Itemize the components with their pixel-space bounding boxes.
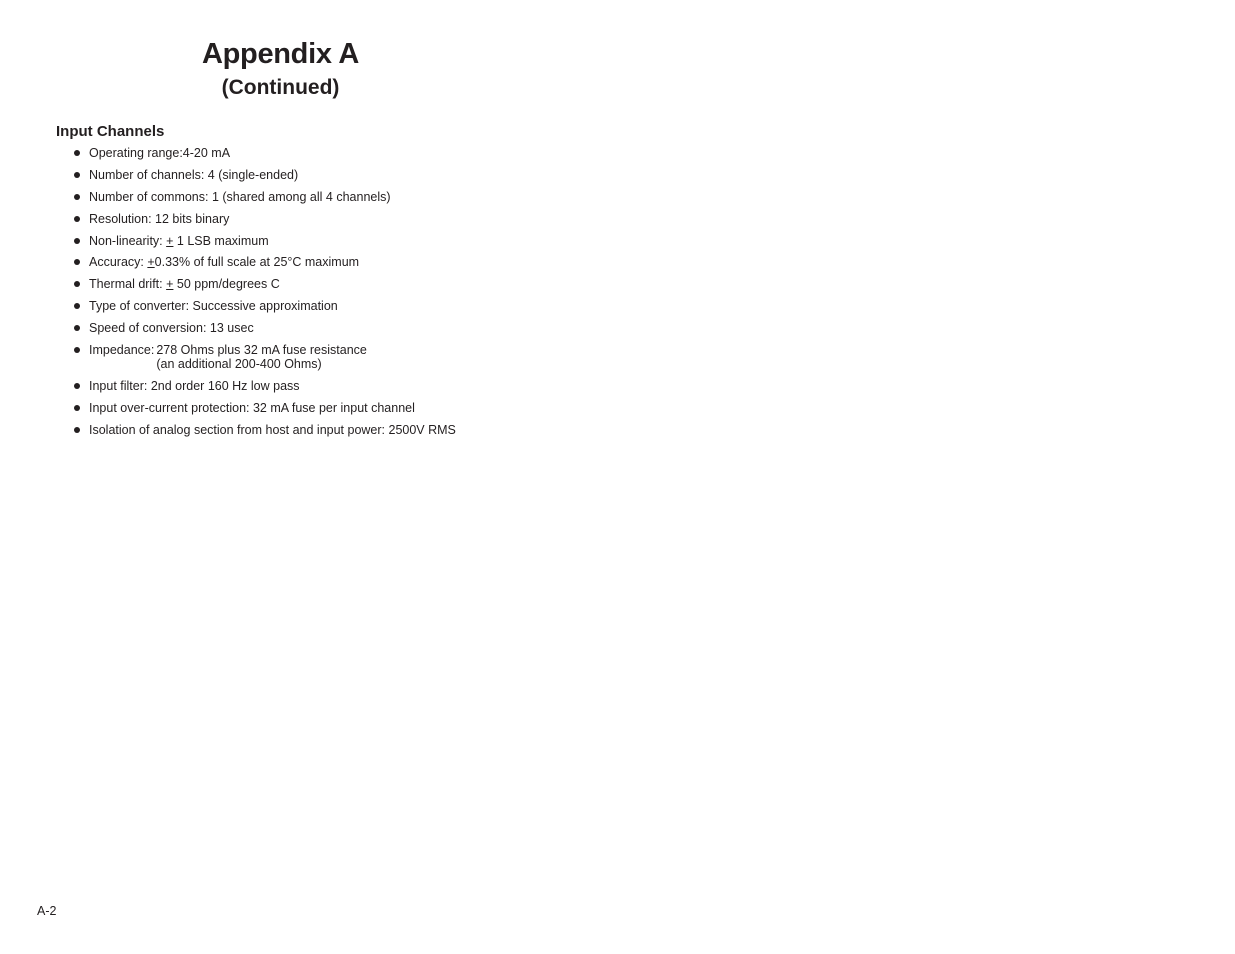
list-item: [72, 321, 456, 335]
list-item: [72, 277, 456, 291]
section-heading: Input Channels: [56, 123, 165, 140]
spec-text: [89, 277, 280, 291]
page-subtitle: (Continued): [221, 76, 340, 99]
page-number: A-2: [37, 904, 57, 918]
bullet-icon: [74, 281, 80, 287]
spec-label: Accuracy:: [89, 255, 148, 270]
bullet-icon: [74, 172, 80, 178]
spec-value: 0.33% of full scale at 25°C maximum: [154, 255, 360, 270]
spec-label: Non-linearity:: [89, 233, 167, 248]
spec-text: Operating range:4-20 mA: [89, 146, 231, 160]
page-title: Appendix A: [201, 38, 360, 70]
list-item: [72, 343, 456, 371]
spec-label: Thermal drift:: [89, 277, 167, 292]
bullet-icon: [74, 383, 80, 389]
impedance-spec: [89, 343, 456, 371]
bullet-icon: [74, 427, 80, 433]
impedance-values: [156, 343, 367, 371]
bullet-icon: [74, 216, 80, 222]
spec-text: [89, 255, 359, 269]
list-item: [72, 255, 456, 269]
list-item: [72, 299, 456, 313]
spec-text: [89, 234, 269, 248]
bullet-icon: [74, 303, 80, 309]
list-item: [72, 423, 456, 437]
plus-minus-symbol: +: [166, 233, 174, 248]
spec-label: Impedance:: [89, 343, 155, 358]
list-item: [72, 212, 456, 226]
plus-minus-symbol: +: [147, 255, 155, 270]
bullet-icon: [74, 259, 80, 265]
spec-value: 50 ppm/degrees C: [173, 277, 280, 292]
list-item: [72, 190, 456, 204]
spec-value: 1 LSB maximum: [173, 233, 269, 248]
spec-text: Speed of conversion: 13 usec: [89, 321, 254, 336]
spec-text: Number of channels: 4 (single-ended): [89, 167, 299, 182]
spec-text: Number of commons: 1 (shared among all 4 channels): [89, 189, 391, 204]
plus-minus-symbol: +: [166, 277, 174, 292]
spec-value: 278 Ohms plus 32 mA fuse resistance: [156, 343, 367, 358]
bullet-icon: [74, 405, 80, 411]
bullet-icon: [74, 325, 80, 331]
bullet-icon: [74, 150, 80, 156]
bullet-icon: [74, 347, 80, 353]
list-item: [72, 234, 456, 248]
spec-text: Resolution: 12 bits binary: [89, 211, 230, 226]
spec-text: Type of converter: Successive approximation: [89, 299, 338, 314]
spec-list: [72, 146, 456, 445]
bullet-icon: [74, 194, 80, 200]
bullet-icon: [74, 238, 80, 244]
spec-text: Input filter: 2nd order 160 Hz low pass: [89, 378, 300, 393]
spec-value-note: (an additional 200-400 Ohms): [156, 357, 322, 372]
list-item: [72, 146, 456, 160]
spec-text: Isolation of analog section from host and input power: 2500V RMS: [89, 422, 456, 437]
spec-text: Input over-current protection: 32 mA fuse per input channel: [89, 400, 415, 415]
list-item: [72, 168, 456, 182]
list-item: [72, 401, 456, 415]
list-item: [72, 379, 456, 393]
